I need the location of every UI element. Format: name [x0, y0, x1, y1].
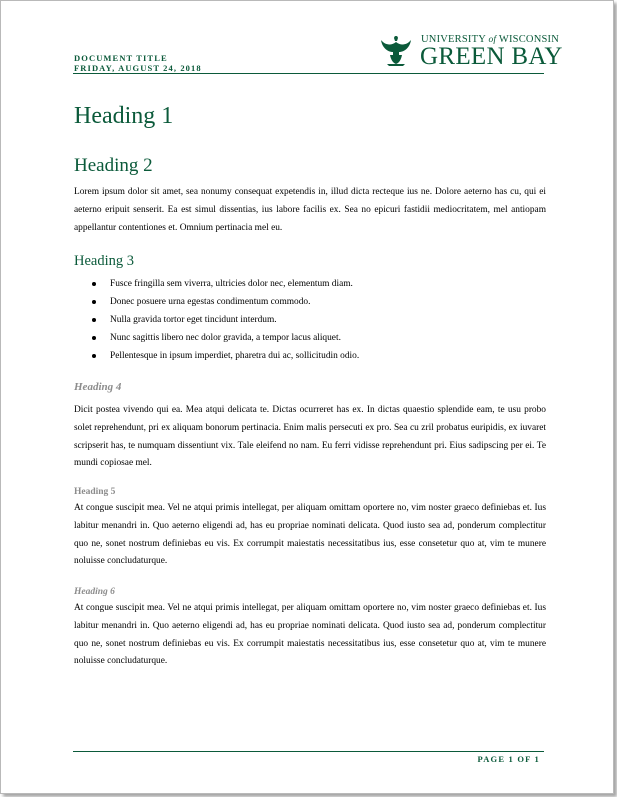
document-date: FRIDAY, AUGUST 24, 2018	[74, 63, 202, 73]
paragraph-6: At congue suscipit mea. Vel ne atqui primis intellegat, per aliquam omittam oportere no, vim noster graeco definiebas et. Ius labitur menandri in. Quo aeterno eligendi ad, has eu propriae nominati delicata. Quod iusto sea ad, ponderum complectitur quo ne, sonet nostrum definiebas eu vis. Ex corrumpit maiestatis necessitatibus ius, esse consetetur quo at, vim te munere noluisse concludaturque.	[74, 603, 546, 667]
header-divider	[73, 73, 544, 74]
heading-1: Heading 1	[74, 103, 174, 129]
list-item: Pellentesque in ipsum imperdiet, pharetra dui ac, sollicitudin odio.	[74, 347, 546, 365]
heading-3: Heading 3	[74, 253, 134, 269]
heading-5: Heading 5	[74, 487, 116, 497]
page-number: PAGE 1 OF 1	[477, 754, 540, 764]
list-item: Nulla gravida tortor eget tincidunt interdum.	[74, 311, 546, 329]
list-item: Nunc sagittis libero nec dolor gravida, a tempor lacus aliquet.	[74, 329, 546, 347]
bullet-icon	[92, 282, 96, 286]
bullet-icon	[92, 336, 96, 340]
footer-divider	[73, 751, 544, 752]
heading-2: Heading 2	[74, 155, 153, 176]
bullet-icon	[92, 354, 96, 358]
bullet-list	[74, 275, 546, 365]
logo-university-text: UNIVERSITY of WISCONSIN	[421, 34, 560, 45]
paragraph-5: At congue suscipit mea. Vel ne atqui primis intellegat, per aliquam omittam oportere no, vim noster graeco definiebas et. Ius labitur menandri in. Quo aeterno eligendi ad, has eu propriae nominati delicata. Quod iusto sea ad, ponderum complectitur quo ne, sonet nostrum definiebas eu vis. Ex corrumpit maiestatis necessitatibus ius, esse consetetur quo at, vim te munere noluisse concludaturque.	[74, 503, 546, 567]
bullet-icon	[92, 318, 96, 322]
heading-6: Heading 6	[74, 587, 115, 597]
list-item: Fusce fringilla sem viverra, ultricies dolor nec, elementum diam.	[74, 275, 546, 293]
university-logo	[379, 33, 563, 70]
logo-campus-text: GREEN BAY	[420, 43, 563, 70]
paragraph-4: Dicit postea vivendo qui ea. Mea atqui delicata te. Dictas ocurreret has ex. In dictas quaestio splendide eam, te usu probo solet reprehendunt, pri ex aliquam bonorum pertinacia. Enim malis persecuti ex pro. Sea cu zril probatus euripidis, ex iuvaret scripserit has, te numquam dissentiunt vix. Tale eleifend no nam. Eu ferri vidisse reprehendunt pri. Eius sadipscing per ei. Te mundi copiosae mel.	[74, 405, 546, 469]
paragraph-1: Lorem ipsum dolor sit amet, sea nonumy consequat expetendis in, illud dicta recteque ius ne. Dolore aeterno has cu, qui ei aeterno eripuit senserit. Ea est simul dissentias, ius labore facilis ex. Sea no epicuri fastidii mediocritatem, mel antiopam appellantur contentiones et. Omnium pertinacia mel eu.	[74, 187, 546, 233]
bullet-icon	[92, 300, 96, 304]
list-item: Donec posuere urna egestas condimentum commodo.	[74, 293, 546, 311]
heading-4: Heading 4	[74, 381, 122, 393]
phoenix-icon	[379, 33, 413, 67]
document-title: DOCUMENT TITLE	[74, 53, 168, 63]
